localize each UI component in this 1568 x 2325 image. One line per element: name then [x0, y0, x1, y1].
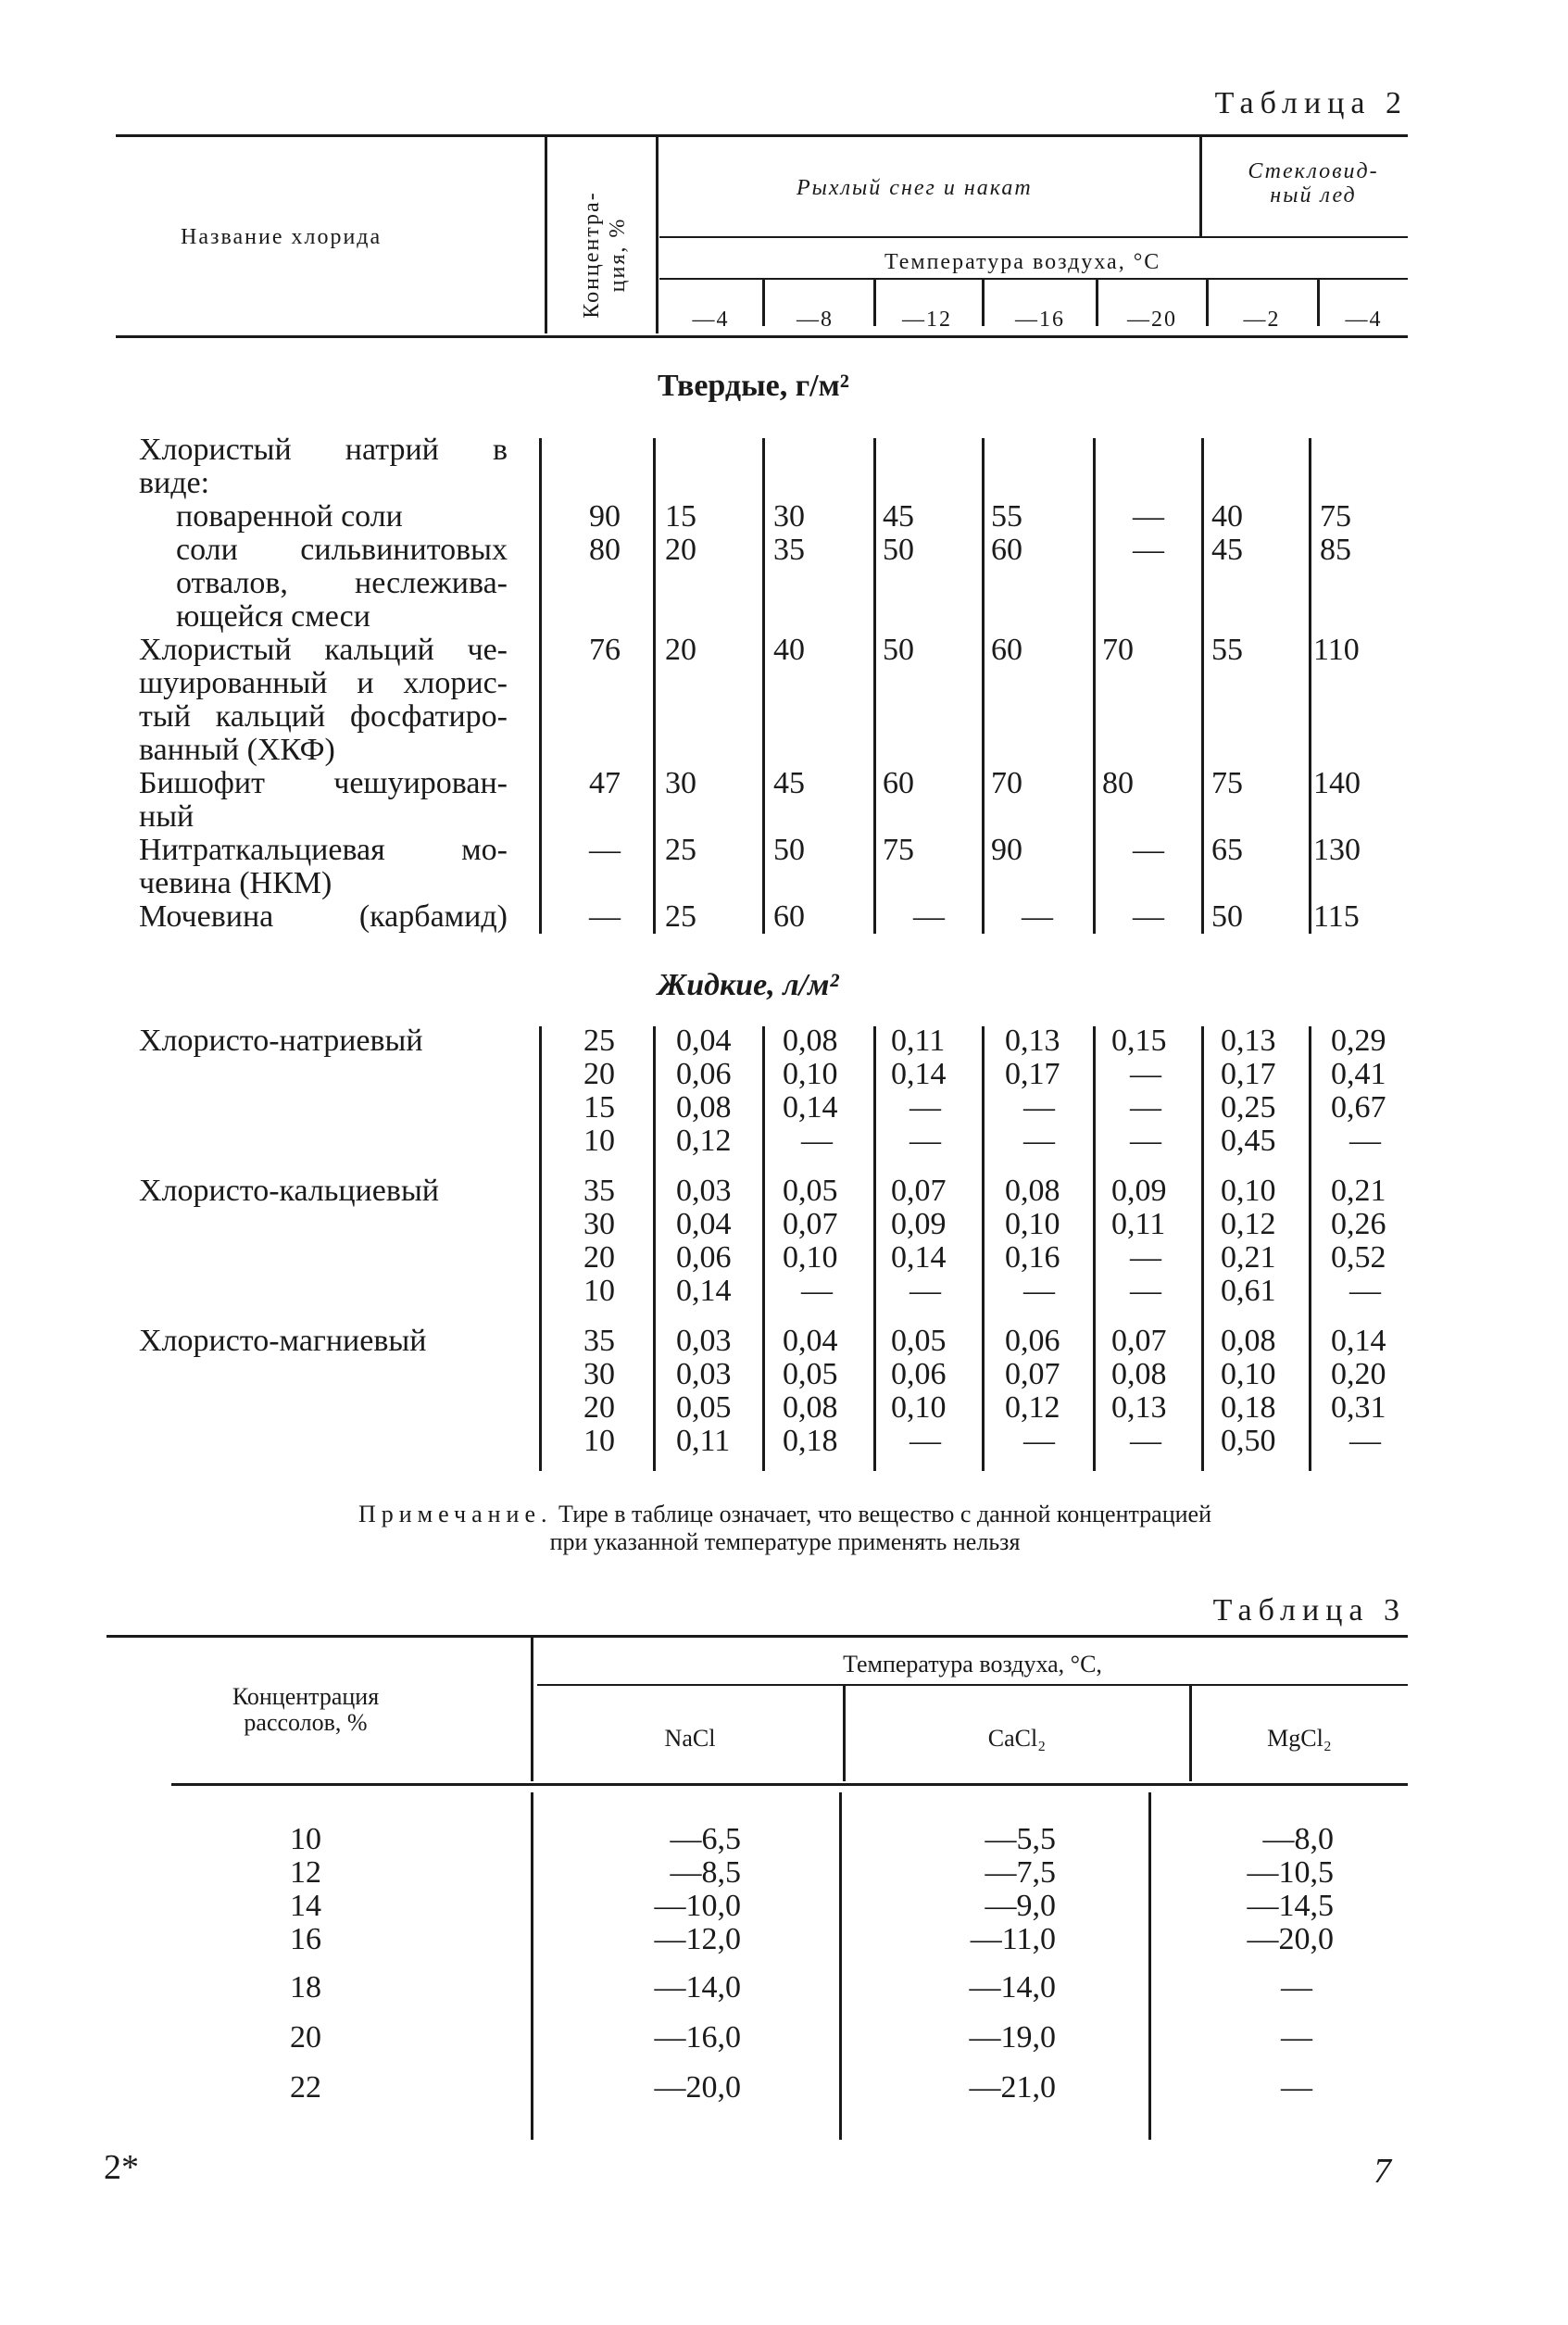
solid-vrule [1093, 438, 1096, 934]
note-line-2: при указанной температуре применять нельзя [549, 1528, 1021, 1555]
table3-cell: — [1281, 2020, 1312, 2055]
solid-cell: — [1133, 499, 1164, 534]
liquid-cell: 0,08 [783, 1390, 838, 1425]
liquid-group-name: Хлористо-натриевый [139, 1024, 423, 1058]
liquid-cell: 0,25 [1221, 1090, 1276, 1125]
solid-cell: 50 [1211, 899, 1243, 934]
liquid-cell: 0,21 [1221, 1240, 1276, 1275]
table3-body-vrule [839, 1792, 842, 2140]
table2-temp-3: —12 [902, 308, 952, 332]
liquid-cell: 0,12 [1005, 1390, 1060, 1425]
table3-header-vrule [531, 1638, 533, 1781]
liquid-cell: 0,29 [1331, 1024, 1386, 1058]
table3-header-air-temp: Температура воздуха, °С, [843, 1651, 1102, 1678]
liquid-cell: — [1130, 1424, 1161, 1458]
liquid-cell: 30 [583, 1207, 615, 1241]
table2-temp-7: —4 [1345, 308, 1383, 332]
table3-body-vrule [531, 1792, 533, 2140]
solid-cell: 50 [883, 633, 914, 667]
liquid-cell: 0,50 [1221, 1424, 1276, 1458]
solid-cell: — [913, 899, 945, 934]
liquid-cell: 0,05 [676, 1390, 732, 1425]
solid-cell: 65 [1211, 833, 1243, 867]
table3-cell: 20 [290, 2020, 321, 2055]
liquid-cell: 0,05 [783, 1357, 838, 1391]
note-lead: Примечание. [358, 1501, 553, 1527]
liquid-cell: 0,10 [1221, 1357, 1276, 1391]
liquid-vrule [1309, 1026, 1311, 1471]
table3-cell: —7,5 [985, 1855, 1056, 1890]
table2-header-bottom-rule [116, 335, 1408, 338]
liquid-cell: — [1130, 1090, 1161, 1125]
solid-cell: 50 [773, 833, 805, 867]
liquid-cell: 0,18 [783, 1424, 838, 1458]
liquid-cell: 20 [583, 1057, 615, 1091]
liquid-cell: — [1130, 1057, 1161, 1091]
solid-cell: — [1133, 899, 1164, 934]
table3-header-conc-line-1: Концентрация [232, 1683, 380, 1710]
liquid-cell: — [1023, 1124, 1055, 1158]
liquid-vrule [762, 1026, 765, 1471]
liquid-cell: 0,61 [1221, 1274, 1276, 1308]
table3-cell: —20,0 [654, 2070, 741, 2105]
solid-cell: 140 [1313, 766, 1361, 800]
table3-cell: 12 [290, 1855, 321, 1890]
liquid-cell: 0,15 [1111, 1024, 1167, 1058]
liquid-cell: 25 [583, 1024, 615, 1058]
note-text-1: Тире в таблице означает, что вещество с данной концентрацией [552, 1501, 1211, 1527]
liquid-cell: 20 [583, 1390, 615, 1425]
liquid-cell: — [909, 1090, 941, 1125]
solid-cell: 20 [665, 533, 696, 567]
liquid-cell: — [1130, 1240, 1161, 1275]
liquid-cell: 0,14 [676, 1274, 732, 1308]
liquid-cell: 0,06 [676, 1057, 732, 1091]
name-line: чевина (НКМ) [139, 866, 332, 900]
table3-cell: —11,0 [970, 1922, 1056, 1956]
liquid-cell: 0,10 [783, 1057, 838, 1091]
solid-cell: 25 [665, 833, 696, 867]
solid-cell: 90 [589, 499, 621, 534]
liquid-cell: 0,08 [1111, 1357, 1167, 1391]
solid-cell: 60 [883, 766, 914, 800]
table3-cell: —14,5 [1247, 1889, 1334, 1923]
table3-cell: —16,0 [654, 2020, 741, 2055]
table3-cell: —21,0 [969, 2070, 1056, 2105]
liquid-cell: 0,14 [891, 1240, 947, 1275]
liquid-cell: 20 [583, 1240, 615, 1275]
liquid-cell: 0,04 [783, 1324, 838, 1358]
liquid-cell: 0,21 [1331, 1174, 1386, 1208]
liquid-cell: — [1023, 1090, 1055, 1125]
solid-cell: — [1133, 533, 1164, 567]
solid-cell: — [1133, 833, 1164, 867]
table2-title: Таблица 2 [1214, 86, 1408, 120]
liquid-vrule [982, 1026, 985, 1471]
table2-header-name: Название хлорида [181, 225, 383, 249]
note-line-1 [171, 1501, 1399, 1528]
liquid-cell: 0,11 [891, 1024, 946, 1058]
liquid-cell: 0,08 [783, 1024, 838, 1058]
liquid-cell: 35 [583, 1324, 615, 1358]
solid-cell: 75 [883, 833, 914, 867]
solid-row-name [139, 834, 508, 900]
liquid-cell: 0,18 [1221, 1390, 1276, 1425]
table3-col-nacl: NaCl [664, 1725, 716, 1752]
solid-cell: 40 [773, 633, 805, 667]
solid-vrule [762, 438, 765, 934]
liquid-cell: 0,11 [676, 1424, 731, 1458]
table3-cell: —8,5 [670, 1855, 741, 1890]
page-signature: 2* [104, 2148, 139, 2187]
solid-cell: 35 [773, 533, 805, 567]
liquid-cell: 10 [583, 1424, 615, 1458]
table3-cell: —5,5 [985, 1822, 1056, 1856]
solid-vrule [982, 438, 985, 934]
solid-cell: 55 [1211, 633, 1243, 667]
liquid-cell: 15 [583, 1090, 615, 1125]
name-line: шуированный и хлорис- [139, 666, 508, 700]
solid-row-name [176, 534, 508, 634]
liquid-vrule [1093, 1026, 1096, 1471]
solid-cell: 76 [589, 633, 621, 667]
name-line: тый кальций фосфатиро- [139, 699, 508, 734]
liquid-cell: 0,11 [1111, 1207, 1166, 1241]
liquid-cell: 35 [583, 1174, 615, 1208]
solid-cell: 45 [883, 499, 914, 534]
solid-cell: 70 [991, 766, 1022, 800]
table3-body-vrule [1148, 1792, 1151, 2140]
solid-cell: 70 [1102, 633, 1134, 667]
liquid-cell: — [801, 1274, 833, 1308]
liquid-cell: 0,13 [1111, 1390, 1167, 1425]
table2-header-vrule [1199, 137, 1202, 236]
liquid-section-title: Жидкие, л/м² [658, 968, 839, 1002]
table3-cell: —12,0 [654, 1922, 741, 1956]
solid-row-name [139, 900, 508, 934]
table2-header-vrule [873, 280, 876, 326]
name-line: Хлористый кальций че- [139, 633, 508, 667]
solid-vrule [653, 438, 656, 934]
table2-header-rule-1 [659, 236, 1408, 238]
liquid-vrule [873, 1026, 876, 1471]
liquid-group-name: Хлористо-кальциевый [139, 1174, 439, 1208]
solid-cell: 80 [589, 533, 621, 567]
table3-header-rule [537, 1684, 1408, 1686]
solid-cell: 20 [665, 633, 696, 667]
liquid-cell: 0,07 [891, 1174, 947, 1208]
table2-header-vrule [982, 280, 985, 326]
liquid-cell: 0,06 [891, 1357, 947, 1391]
solid-cell: 60 [991, 533, 1022, 567]
liquid-cell: — [801, 1124, 833, 1158]
solid-row-name [176, 500, 508, 534]
solid-cell: 30 [773, 499, 805, 534]
liquid-cell: 0,07 [1111, 1324, 1167, 1358]
liquid-cell: 0,03 [676, 1357, 732, 1391]
name-line: соли сильвинитовых [176, 533, 508, 567]
liquid-cell: — [1130, 1274, 1161, 1308]
liquid-group-name: Хлористо-магниевый [139, 1324, 427, 1358]
liquid-cell: 0,08 [676, 1090, 732, 1125]
solid-cell: 110 [1313, 633, 1360, 667]
liquid-cell: 0,52 [1331, 1240, 1386, 1275]
liquid-cell: 0,41 [1331, 1057, 1386, 1091]
table3-title: Таблица 3 [1212, 1593, 1406, 1628]
table2-header-vrule [1206, 280, 1209, 326]
liquid-vrule [1201, 1026, 1204, 1471]
name-line: ванный (ХКФ) [139, 733, 335, 767]
table3-header-bottom-rule [171, 1783, 1408, 1786]
table2-header-concentration: Концентра-ция, % [580, 191, 630, 319]
liquid-cell: 0,08 [1005, 1174, 1060, 1208]
liquid-cell: 0,07 [1005, 1357, 1060, 1391]
liquid-cell: — [1349, 1274, 1381, 1308]
name-line: поваренной соли [176, 499, 403, 534]
liquid-cell: 0,07 [783, 1207, 838, 1241]
table3-cell: —9,0 [985, 1889, 1056, 1923]
liquid-cell: — [909, 1424, 941, 1458]
solid-row-name [139, 767, 508, 834]
solid-cell: 40 [1211, 499, 1243, 534]
solid-row-name [139, 634, 508, 767]
liquid-cell: 0,13 [1005, 1024, 1060, 1058]
liquid-cell: 10 [583, 1124, 615, 1158]
liquid-cell: — [909, 1124, 941, 1158]
liquid-cell: 0,10 [1005, 1207, 1060, 1241]
liquid-cell: 0,17 [1005, 1057, 1060, 1091]
name-line: Хлористый натрий в [139, 433, 508, 467]
table3-header-concentration [176, 1684, 435, 1736]
table2-header-air-temp: Температура воздуха, °С [884, 250, 1161, 274]
liquid-cell: 0,06 [1005, 1324, 1060, 1358]
liquid-cell: — [1130, 1124, 1161, 1158]
table2-header-vrule [1317, 280, 1320, 326]
solid-row-name [139, 434, 508, 500]
name-line: ющейся смеси [176, 599, 370, 634]
table3-cell: 22 [290, 2070, 321, 2105]
name-line: Нитраткальциевая мо- [139, 833, 508, 867]
table2-note [171, 1501, 1399, 1556]
table3-cell: — [1281, 1970, 1312, 2005]
solid-cell: 50 [883, 533, 914, 567]
solid-cell: 80 [1102, 766, 1134, 800]
table3-cell: —19,0 [969, 2020, 1056, 2055]
liquid-cell: 0,10 [1221, 1174, 1276, 1208]
liquid-cell: 0,12 [676, 1124, 732, 1158]
liquid-cell: — [1349, 1424, 1381, 1458]
solid-cell: 90 [991, 833, 1022, 867]
liquid-cell: — [1349, 1124, 1381, 1158]
table3-cell: —6,5 [670, 1822, 741, 1856]
liquid-cell: 0,10 [783, 1240, 838, 1275]
solid-vrule [1309, 438, 1311, 934]
solid-cell: 85 [1320, 533, 1351, 567]
liquid-cell: 0,16 [1005, 1240, 1060, 1275]
table2-top-rule [116, 134, 1408, 137]
page-number: 7 [1374, 2152, 1391, 2191]
liquid-cell: 0,05 [783, 1174, 838, 1208]
name-line: Бишофит чешуирован- [139, 766, 508, 800]
liquid-cell: 0,14 [1331, 1324, 1386, 1358]
name-line: ный [139, 799, 194, 834]
solid-cell: 75 [1320, 499, 1351, 534]
liquid-cell: 0,04 [676, 1024, 732, 1058]
liquid-cell: — [1023, 1274, 1055, 1308]
table2-temp-2: —8 [797, 308, 834, 332]
liquid-cell: 0,14 [783, 1090, 838, 1125]
table2-temp-4: —16 [1015, 308, 1065, 332]
table3-cell: —14,0 [969, 1970, 1056, 2005]
table3-cell: 10 [290, 1822, 321, 1856]
solid-cell: 45 [1211, 533, 1243, 567]
solid-cell: 47 [589, 766, 621, 800]
liquid-cell: — [1023, 1424, 1055, 1458]
liquid-cell: 0,20 [1331, 1357, 1386, 1391]
solid-vrule [1201, 438, 1204, 934]
solid-cell: 30 [665, 766, 696, 800]
table2-header-glassy-ice: Стекловид-ный лед [1248, 159, 1379, 207]
name-line: отвалов, неслежива- [176, 566, 508, 600]
table3-cell: —10,0 [654, 1889, 741, 1923]
liquid-cell: 0,04 [676, 1207, 732, 1241]
solid-section-title: Твердые, г/м² [658, 369, 849, 403]
liquid-cell: 0,09 [1111, 1174, 1167, 1208]
liquid-vrule [539, 1026, 542, 1471]
table2-header-loose-snow: Рыхлый снег и накат [797, 176, 1033, 200]
table3-cell: 18 [290, 1970, 321, 2005]
table3-cell: —10,5 [1247, 1855, 1334, 1890]
table3-cell: — [1281, 2070, 1312, 2105]
table2-temp-1: —4 [692, 308, 730, 332]
solid-cell: 60 [773, 899, 805, 934]
liquid-cell: — [909, 1274, 941, 1308]
liquid-cell: 0,09 [891, 1207, 947, 1241]
liquid-cell: 30 [583, 1357, 615, 1391]
liquid-cell: 0,17 [1221, 1057, 1276, 1091]
solid-cell: — [1022, 899, 1053, 934]
table2-header-vrule [545, 137, 547, 333]
solid-cell: 75 [1211, 766, 1243, 800]
solid-cell: 55 [991, 499, 1022, 534]
table2-header-vrule [1096, 280, 1098, 326]
name-line: Мочевина (карбамид) [139, 899, 508, 934]
solid-cell: 45 [773, 766, 805, 800]
liquid-vrule [653, 1026, 656, 1471]
table3-cell: —14,0 [654, 1970, 741, 2005]
solid-cell: 60 [991, 633, 1022, 667]
table2-temp-6: —2 [1243, 308, 1281, 332]
solid-cell: 115 [1313, 899, 1360, 934]
liquid-cell: 0,08 [1221, 1324, 1276, 1358]
table3-cell: 14 [290, 1889, 321, 1923]
solid-vrule [873, 438, 876, 934]
liquid-cell: 0,13 [1221, 1024, 1276, 1058]
liquid-cell: 0,26 [1331, 1207, 1386, 1241]
table3-col-cacl2: CaCl₂ [987, 1725, 1047, 1752]
solid-cell: 15 [665, 499, 696, 534]
solid-cell: — [589, 833, 621, 867]
table3-cell: —8,0 [1262, 1822, 1334, 1856]
liquid-cell: 10 [583, 1274, 615, 1308]
solid-cell: 130 [1313, 833, 1361, 867]
table2-header-vrule [762, 280, 765, 326]
liquid-cell: 0,03 [676, 1324, 732, 1358]
liquid-cell: 0,03 [676, 1174, 732, 1208]
solid-vrule [539, 438, 542, 934]
table2-header-vrule [656, 137, 659, 333]
liquid-cell: 0,14 [891, 1057, 947, 1091]
table3-col-mgcl2: MgCl₂ [1267, 1725, 1332, 1752]
liquid-cell: 0,10 [891, 1390, 947, 1425]
table3-cell: —20,0 [1247, 1922, 1334, 1956]
liquid-cell: 0,67 [1331, 1090, 1386, 1125]
table2-temp-5: —20 [1127, 308, 1177, 332]
name-line: виде: [139, 466, 210, 500]
solid-cell: — [589, 899, 621, 934]
liquid-cell: 0,12 [1221, 1207, 1276, 1241]
solid-cell: 25 [665, 899, 696, 934]
liquid-cell: 0,31 [1331, 1390, 1386, 1425]
table3-top-rule [107, 1635, 1408, 1638]
liquid-cell: 0,05 [891, 1324, 947, 1358]
table3-cell: 16 [290, 1922, 321, 1956]
table2-header-rule-2 [659, 278, 1408, 280]
table3-header-conc-line-2: рассолов, % [244, 1709, 368, 1736]
liquid-cell: 0,06 [676, 1240, 732, 1275]
liquid-cell: 0,45 [1221, 1124, 1276, 1158]
